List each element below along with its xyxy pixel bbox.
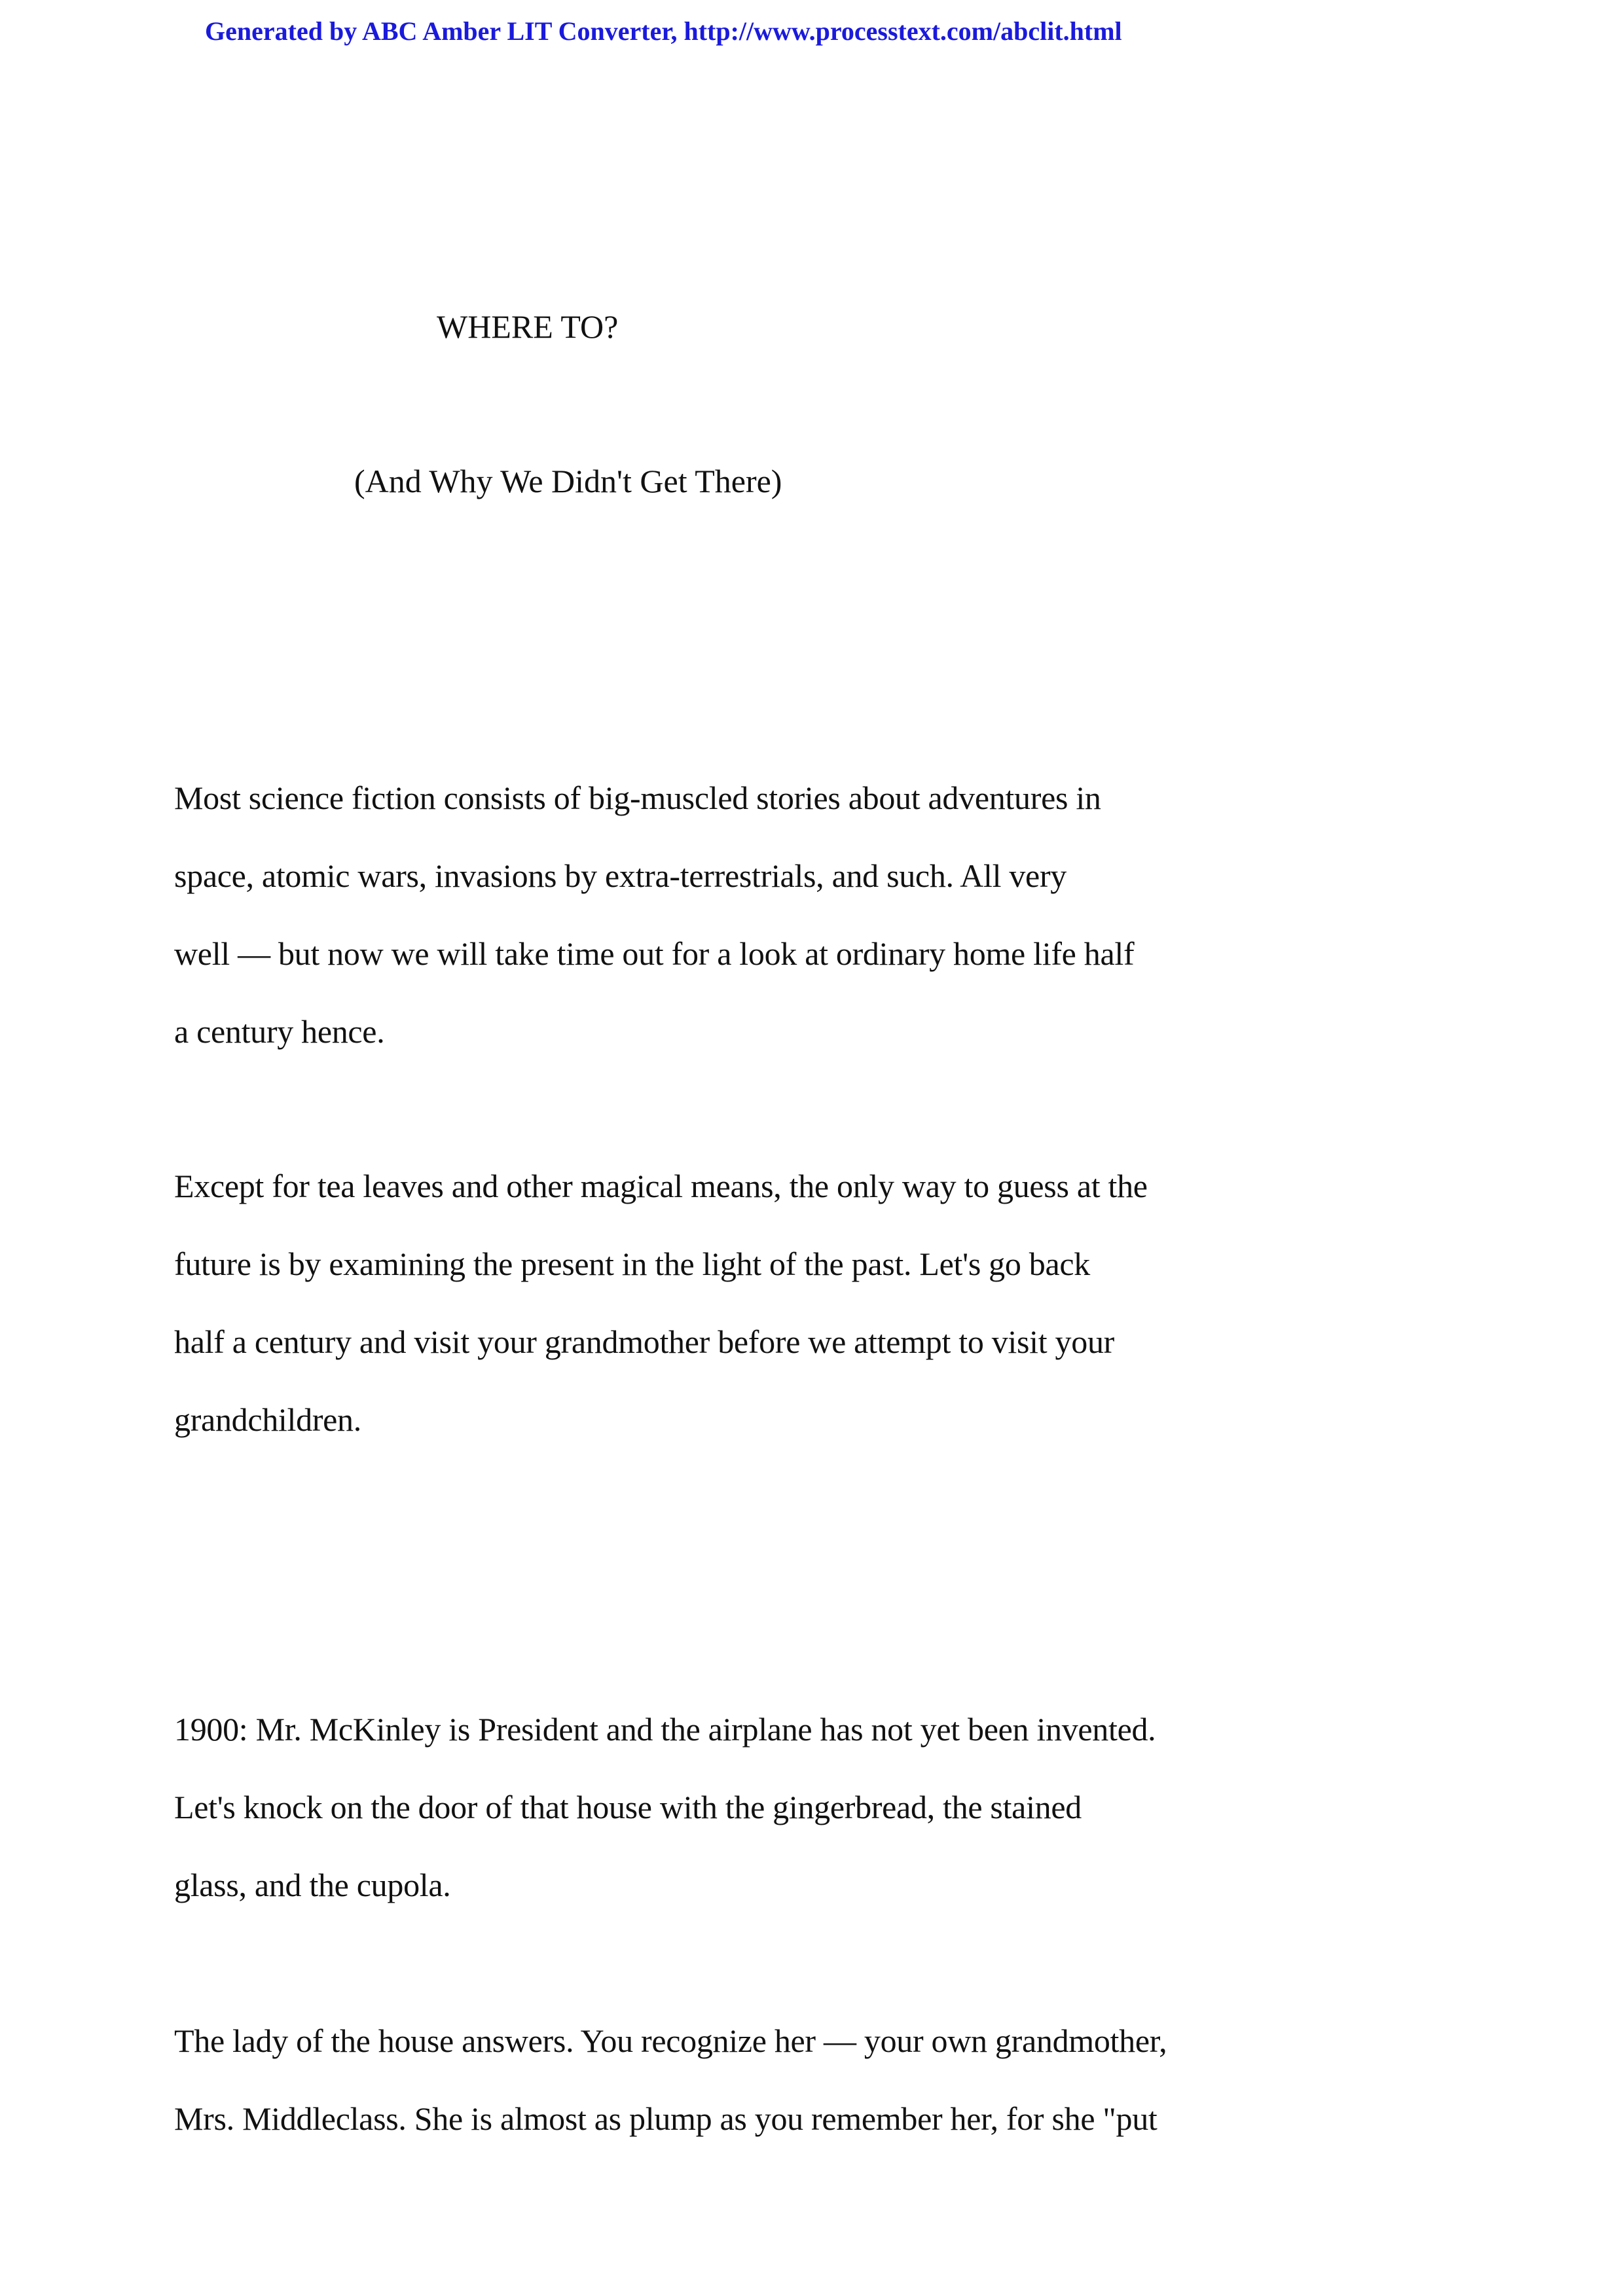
text-line: space, atomic wars, invasions by extra-terrestrials, and such. All very (174, 857, 1067, 894)
document-title: WHERE TO? (437, 308, 619, 345)
text-line: 1900: Mr. McKinley is President and the airplane has not yet been invented. (174, 1711, 1156, 1748)
text-line: future is by examining the present in the light of the past. Let's go back (174, 1246, 1090, 1282)
text-line: half a century and visit your grandmother before we attempt to visit your (174, 1323, 1115, 1360)
text-line: Except for tea leaves and other magical means, the only way to guess at the (174, 1168, 1148, 1204)
converter-banner: Generated by ABC Amber LIT Converter, http://www.processtext.com/abclit.html (205, 16, 1122, 46)
text-line: well — but now we will take time out for a look at ordinary home life half (174, 935, 1135, 972)
text-line: Mrs. Middleclass. She is almost as plump as you remember her, for she "put (174, 2100, 1158, 2137)
text-line: The lady of the house answers. You recognize her — your own grandmother, (174, 2022, 1167, 2059)
text-line: Most science fiction consists of big-muscled stories about adventures in (174, 780, 1101, 816)
text-line: a century hence. (174, 1013, 385, 1050)
document-subtitle: (And Why We Didn't Get There) (354, 463, 782, 499)
text-line: grandchildren. (174, 1401, 361, 1438)
text-line: glass, and the cupola. (174, 1867, 451, 1903)
text-line: Let's knock on the door of that house with the gingerbread, the stained (174, 1789, 1082, 1825)
